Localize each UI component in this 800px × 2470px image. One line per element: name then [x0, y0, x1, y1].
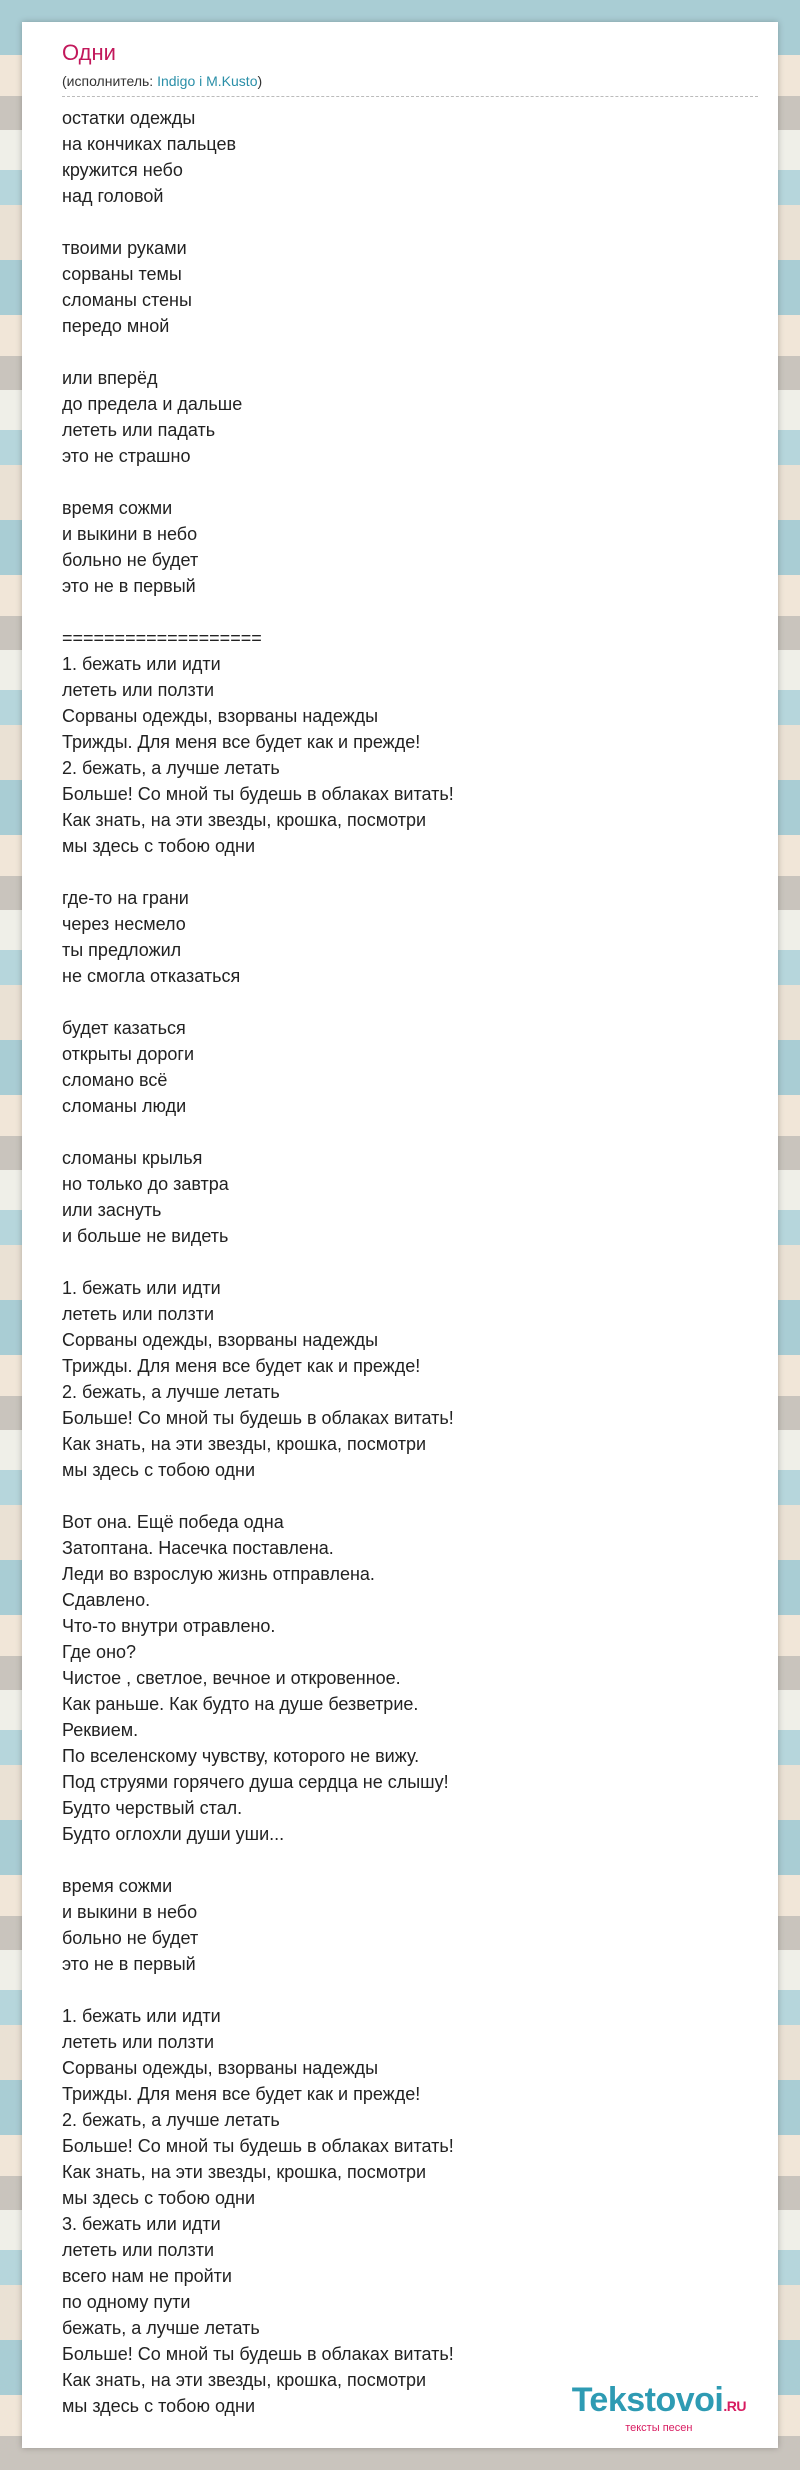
- lyric-line: не смогла отказаться: [62, 966, 241, 986]
- lyric-line: ты предложил: [62, 940, 182, 960]
- lyric-line: сломано всё: [62, 1070, 168, 1090]
- lyric-line: это не страшно: [62, 446, 191, 466]
- lyric-line: Больше! Со мной ты будешь в облаках витать!: [62, 1408, 454, 1428]
- lyric-line: больно не будет: [62, 550, 199, 570]
- lyric-line: 2. бежать, а лучше летать: [62, 1382, 280, 1402]
- lyric-line: кружится небо: [62, 160, 183, 180]
- stanza-gap: [62, 339, 758, 365]
- stanza-gap: [62, 1119, 758, 1145]
- lyric-line: Леди во взрослую жизнь отправлена.: [62, 1564, 375, 1584]
- lyric-line: Сорваны одежды, взорваны надежды: [62, 2058, 379, 2078]
- lyric-line: твоими руками: [62, 238, 187, 258]
- lyric-line: сломаны крылья: [62, 1148, 203, 1168]
- lyric-line: это не в первый: [62, 576, 196, 596]
- lyric-line: но только до завтра: [62, 1174, 229, 1194]
- lyric-line: Как знать, на эти звезды, крошка, посмотри: [62, 1434, 427, 1454]
- lyrics-text: [62, 105, 758, 2419]
- lyric-line: По вселенскому чувству, которого не вижу.: [62, 1746, 420, 1766]
- lyric-line: по одному пути: [62, 2292, 191, 2312]
- lyric-line: Затоптана. Насечка поставлена.: [62, 1538, 334, 1558]
- lyric-line: Как знать, на эти звезды, крошка, посмотри: [62, 2370, 427, 2390]
- lyric-line: будет казаться: [62, 1018, 186, 1038]
- lyric-line: на кончиках пальцев: [62, 134, 237, 154]
- lyric-line: мы здесь с тобою одни: [62, 2188, 256, 2208]
- lyric-line: и выкини в небо: [62, 1902, 198, 1922]
- lyric-line: или вперёд: [62, 368, 158, 388]
- performer-prefix: (исполнитель:: [62, 73, 158, 89]
- lyric-line: сорваны темы: [62, 264, 182, 284]
- lyric-line: Сорваны одежды, взорваны надежды: [62, 706, 379, 726]
- lyric-line: бежать, а лучше летать: [62, 2318, 260, 2338]
- stanza-gap: [62, 1483, 758, 1509]
- lyric-line: лететь или ползти: [62, 680, 215, 700]
- lyric-line: лететь или ползти: [62, 2240, 215, 2260]
- lyric-line: Как раньше. Как будто на душе безветрие.: [62, 1694, 419, 1714]
- divider: [62, 96, 758, 97]
- lyric-line: остатки одежды: [62, 108, 196, 128]
- stanza-gap: [62, 989, 758, 1015]
- lyric-line: и больше не видеть: [62, 1226, 229, 1246]
- lyric-line: Больше! Со мной ты будешь в облаках витать!: [62, 2344, 454, 2364]
- stanza-gap: [62, 859, 758, 885]
- lyric-line: Под струями горячего душа сердца не слышу!: [62, 1772, 449, 1792]
- lyric-line: больно не будет: [62, 1928, 199, 1948]
- lyric-line: ===================: [62, 628, 262, 648]
- stanza-gap: [62, 1847, 758, 1873]
- lyric-line: Трижды. Для меня все будет как и прежде!: [62, 732, 421, 752]
- lyric-line: 3. бежать или идти: [62, 2214, 221, 2234]
- lyric-line: передо мной: [62, 316, 170, 336]
- lyric-line: мы здесь с тобою одни: [62, 1460, 256, 1480]
- lyric-line: 2. бежать, а лучше летать: [62, 758, 280, 778]
- site-logo[interactable]: [572, 2382, 746, 2434]
- lyric-line: 1. бежать или идти: [62, 2006, 221, 2026]
- lyric-line: Чистое , светлое, вечное и откровенное.: [62, 1668, 401, 1688]
- performer-link[interactable]: Indigo i M.Kusto: [157, 73, 258, 89]
- lyric-line: над головой: [62, 186, 164, 206]
- lyric-line: Трижды. Для меня все будет как и прежде!: [62, 2084, 421, 2104]
- lyric-line: Сорваны одежды, взорваны надежды: [62, 1330, 379, 1350]
- lyric-line: Будто оглохли души уши...: [62, 1824, 285, 1844]
- lyric-line: через несмело: [62, 914, 186, 934]
- stanza-gap: [62, 599, 758, 625]
- lyric-line: время сожми: [62, 498, 173, 518]
- lyric-line: Больше! Со мной ты будешь в облаках витать!: [62, 784, 454, 804]
- lyric-line: лететь или ползти: [62, 1304, 215, 1324]
- logo-name: Tekstovoi: [571, 2381, 724, 2419]
- lyric-line: всего нам не пройти: [62, 2266, 232, 2286]
- lyric-line: Вот она. Ещё победа одна: [62, 1512, 284, 1532]
- lyric-line: Что-то внутри отравлено.: [62, 1616, 276, 1636]
- lyric-line: это не в первый: [62, 1954, 196, 1974]
- lyrics-card: [22, 22, 778, 2448]
- stanza-gap: [62, 1249, 758, 1275]
- lyric-line: сломаны стены: [62, 290, 192, 310]
- lyric-line: 1. бежать или идти: [62, 654, 221, 674]
- lyric-line: время сожми: [62, 1876, 173, 1896]
- lyric-line: лететь или падать: [62, 420, 216, 440]
- lyric-line: Реквием.: [62, 1720, 139, 1740]
- song-title: Одни: [62, 40, 116, 65]
- lyric-line: мы здесь с тобою одни: [62, 2396, 256, 2416]
- stanza-gap: [62, 1977, 758, 2003]
- stanza-gap: [62, 469, 758, 495]
- lyric-line: Сдавлено.: [62, 1590, 151, 1610]
- logo-tld: .RU: [723, 2398, 746, 2414]
- lyric-line: или заснуть: [62, 1200, 162, 1220]
- lyric-line: 1. бежать или идти: [62, 1278, 221, 1298]
- lyric-line: до предела и дальше: [62, 394, 243, 414]
- lyric-line: Больше! Со мной ты будешь в облаках витать!: [62, 2136, 454, 2156]
- lyric-line: и выкини в небо: [62, 524, 198, 544]
- lyric-line: Где оно?: [62, 1642, 137, 1662]
- lyric-line: где-то на грани: [62, 888, 189, 908]
- stanza-gap: [62, 209, 758, 235]
- lyric-line: Как знать, на эти звезды, крошка, посмотри: [62, 810, 427, 830]
- lyric-line: Как знать, на эти звезды, крошка, посмотри: [62, 2162, 427, 2182]
- logo-tagline: тексты песен: [625, 2422, 693, 2434]
- lyric-line: открыты дороги: [62, 1044, 195, 1064]
- lyric-line: Трижды. Для меня все будет как и прежде!: [62, 1356, 421, 1376]
- lyric-line: 2. бежать, а лучше летать: [62, 2110, 280, 2130]
- lyric-line: мы здесь с тобою одни: [62, 836, 256, 856]
- lyric-line: Будто черствый стал.: [62, 1798, 243, 1818]
- performer-line: [62, 72, 758, 90]
- performer-suffix: ): [257, 73, 263, 89]
- lyric-line: сломаны люди: [62, 1096, 187, 1116]
- lyric-line: лететь или ползти: [62, 2032, 215, 2052]
